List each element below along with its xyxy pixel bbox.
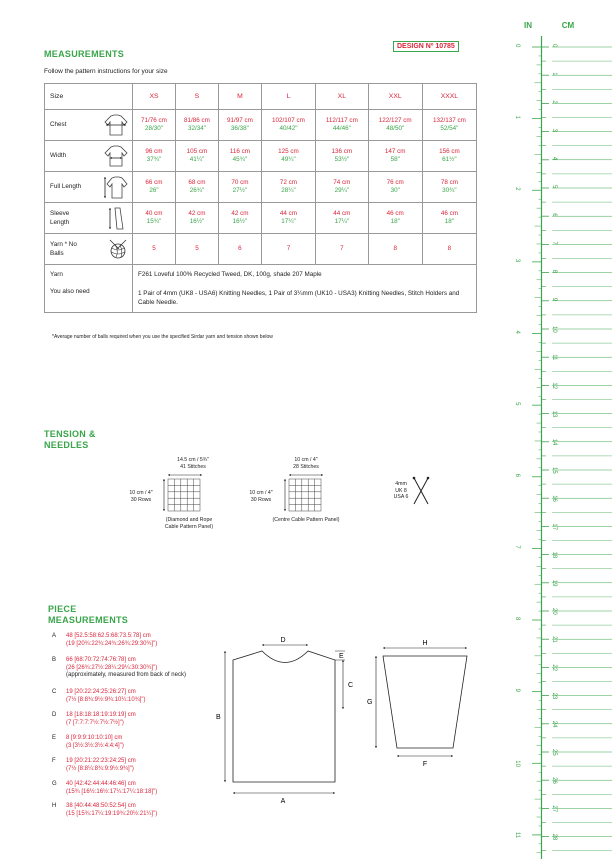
piece-b-note: (approximately, measured from back of neck)	[66, 672, 186, 678]
chest-s-in: 32/34"	[187, 125, 206, 132]
width-xs-in: 37¾"	[146, 156, 162, 163]
cm-number: 6	[551, 213, 557, 217]
tension-title-line1: TENSION &	[44, 429, 96, 439]
footnote: *Average number of balls required when you use the specified Sirdar yarn and tension shown below	[52, 334, 273, 340]
cm-number: 5	[551, 185, 557, 189]
inch-number: 8	[514, 617, 520, 621]
sleeve-xs-in: 15¾"	[146, 218, 162, 225]
cm-number: 4	[551, 156, 557, 161]
full-length-xxl-in: 30"	[390, 187, 400, 194]
swatch-b-side-1: 10 cm / 4"	[249, 490, 273, 496]
cm-number: 26	[551, 777, 557, 784]
swatch-a-grid	[160, 473, 206, 515]
cm-number: 8	[551, 269, 557, 273]
width-label: Width	[50, 152, 67, 159]
cm-number: 18	[551, 551, 557, 559]
piece-letter-h: H	[52, 803, 57, 809]
chest-xxxl-cm: 132/137 cm	[432, 117, 466, 124]
measurements-table	[44, 83, 477, 313]
inch-number: 3	[514, 258, 520, 263]
sleeve-piece	[383, 656, 467, 748]
cm-number: 17	[551, 523, 557, 531]
full-length-garment-icon	[103, 174, 129, 200]
inch-number: 1	[514, 115, 520, 119]
chest-m-cm: 91/97 cm	[226, 117, 253, 124]
chest-xxxl-in: 52/54"	[440, 125, 459, 132]
chest-row	[45, 110, 477, 141]
piece-a-in: (19 [20¾:22¾:24¾:26¾:29:30¾]")	[66, 640, 158, 647]
piece-letter-a: A	[52, 633, 57, 639]
sleeve-xxl-in: 18"	[390, 218, 400, 225]
width-xxxl-cm: 156 cm	[439, 148, 460, 155]
swatch-a-top-1: 14.5 cm / 5¾"	[177, 457, 209, 463]
cm-label: CM	[561, 21, 575, 30]
inch-number: 2	[514, 187, 520, 191]
size-s: S	[175, 84, 218, 110]
cm-number: 24	[551, 720, 557, 728]
inch-number: 10	[514, 760, 520, 767]
width-l-in: 49¼"	[281, 156, 296, 163]
cm-number: 10	[551, 326, 557, 333]
inch-number: 5	[514, 402, 520, 406]
size-l: L	[261, 84, 315, 110]
full-length-m-cm: 70 cm	[231, 179, 249, 186]
width-xxxl-in: 61½"	[442, 156, 457, 163]
width-m-cm: 116 cm	[229, 148, 251, 155]
piece-letter-e: E	[52, 735, 57, 741]
size-xxxl: XXXL	[422, 84, 476, 110]
inch-number: 9	[514, 688, 520, 692]
inch-number: 4	[514, 330, 520, 334]
sleeve-length-row	[45, 203, 477, 234]
swatch-b-top-1: 10 cm / 4"	[294, 457, 318, 463]
piece-letter-g: G	[52, 781, 57, 787]
piece-letter-c: C	[52, 689, 57, 695]
yarn-label: Yarn	[45, 265, 133, 285]
cm-number: 19	[551, 579, 557, 587]
swatch-a-top-2: 41 Stitches	[180, 463, 206, 470]
piece-c-cm: 19 [20:22:24:25:26:27] cm	[66, 689, 136, 695]
piece-d-cm: 18 [18:18:18:19:19:19] cm	[66, 712, 136, 718]
balls-xxl: 8	[368, 234, 422, 265]
yarn-row	[45, 265, 477, 285]
swatch-a-side-1: 10 cm / 4"	[129, 490, 153, 496]
balls-s: 5	[175, 234, 218, 265]
balls-xl: 7	[316, 234, 369, 265]
size-xxl: XXL	[368, 84, 422, 110]
width-m-in: 45¾"	[232, 156, 248, 163]
cm-number: 1	[551, 72, 557, 76]
inch-number: 11	[514, 831, 520, 839]
cm-number: 20	[551, 608, 557, 615]
needles-icon	[410, 476, 432, 506]
label-d: D	[280, 637, 286, 644]
full-length-xxl-cm: 76 cm	[386, 179, 404, 186]
piece-g-cm: 40 [42:42:44:44:46:46] cm	[66, 781, 136, 787]
balls-l: 7	[261, 234, 315, 265]
piece-title-line1: PIECE	[48, 604, 77, 614]
need-row	[45, 285, 477, 313]
piece-schematic	[210, 634, 475, 809]
sleeve-xs-cm: 40 cm	[145, 210, 163, 217]
swatch-a-side-2: 30 Rows	[130, 496, 152, 503]
sleeve-length-label-cell	[45, 203, 133, 234]
cm-number: 25	[551, 749, 557, 756]
piece-b-in: (26 [26¾:27½:28¼:29¼:30:30¾]")	[66, 664, 158, 671]
piece-g-in: (15¾ [16½:16½:17¼:17¼:18:18]")	[66, 788, 158, 795]
cm-number: 16	[551, 495, 557, 502]
piece-f-cm: 19 [20:21:22:23:24:25] cm	[66, 758, 136, 764]
yarn-balls-row	[45, 234, 477, 265]
label-b: B	[216, 714, 221, 721]
sleeve-l-in: 17¼"	[281, 218, 296, 225]
cm-number: 14	[551, 438, 557, 446]
sleeve-xl-in: 17¼"	[334, 218, 350, 225]
inch-label: IN	[524, 21, 532, 30]
piece-h-cm: 38 [40:44:48:50:52:54] cm	[66, 803, 136, 809]
piece-e-cm: 8 [9:9:9:10:10:10] cm	[66, 735, 123, 741]
piece-b-cm: 66 [68:70:72:74:76:78] cm	[66, 657, 136, 663]
sleeve-xxxl-cm: 46 cm	[440, 210, 458, 217]
sleeve-length-label: Sleeve Length	[50, 210, 70, 226]
full-length-label-cell	[45, 172, 133, 203]
sleeve-s-in: 16½"	[189, 218, 205, 225]
sleeve-m-cm: 42 cm	[231, 210, 249, 217]
chest-m-in: 36/38"	[230, 125, 249, 132]
sleeve-m-in: 16½"	[232, 218, 248, 225]
inch-number: 7	[514, 545, 520, 549]
piece-a-cm: 48 [52.5:58:62.5:68:73.5:78] cm	[66, 633, 151, 639]
cm-number: 22	[551, 664, 557, 672]
swatch-a-side	[120, 490, 162, 503]
body-piece	[233, 651, 335, 782]
chest-label-cell	[45, 110, 133, 141]
swatch-b-side-2: 30 Rows	[250, 496, 272, 503]
swatch-b-bottom: (Centre Cable Pattern Panel)	[272, 517, 340, 523]
full-length-xxxl-in: 30¾"	[442, 187, 457, 194]
piece-title-line2: MEASUREMENTS	[48, 615, 129, 625]
width-xxl-in: 58"	[390, 156, 400, 163]
label-e: E	[339, 653, 344, 660]
measurements-title: MEASUREMENTS	[44, 49, 125, 59]
measurements-subtitle: Follow the pattern instructions for your size	[44, 68, 168, 75]
sleeve-xxxl-in: 18"	[444, 218, 455, 225]
chest-xs-cm: 71/76 cm	[141, 117, 167, 124]
sleeve-xl-cm: 44 cm	[333, 210, 351, 217]
sleeve-xxl-cm: 46 cm	[386, 210, 404, 217]
piece-c-in: (7½ [8:8¾:9½:9¾:10¼:10¾]")	[66, 696, 146, 703]
label-g: G	[367, 699, 373, 706]
inch-number: 0	[514, 44, 520, 48]
piece-letter-f: F	[52, 758, 56, 764]
width-xl-cm: 136 cm	[331, 148, 353, 155]
chest-xxl-in: 48/50"	[386, 125, 405, 132]
yarn-balls-label-cell	[45, 234, 133, 265]
need-text: 1 Pair of 4mm (UK8 - USA6) Knitting Needles, 1 Pair of 3¼mm (UK10 - USA3) Knitting Needles, Stitch Holders and Cable Needle.	[133, 285, 477, 313]
cm-number: 7	[551, 241, 557, 245]
sleeve-s-cm: 42 cm	[188, 210, 206, 217]
balls-m: 6	[218, 234, 261, 265]
need-label: You also need	[45, 285, 133, 313]
full-length-xs-in: 26"	[149, 187, 159, 194]
full-length-xs-cm: 66 cm	[145, 179, 163, 186]
size-xs: XS	[133, 84, 176, 110]
balls-xs: 5	[133, 234, 176, 265]
full-length-l-in: 28¼"	[281, 187, 296, 194]
label-c: C	[348, 682, 354, 689]
swatch-a-bottom-2: Cable Pattern Panel)	[164, 523, 214, 530]
chest-xl-cm: 112/117 cm	[325, 117, 358, 124]
measuring-ruler	[504, 0, 612, 859]
needle-mm: 4mm	[395, 481, 407, 487]
piece-letter-d: D	[52, 712, 57, 718]
piece-title	[48, 604, 128, 626]
cm-number: 21	[551, 636, 557, 643]
width-label-cell	[45, 141, 133, 172]
piece-e-in: (3 [3½:3½:3½:4:4:4]")	[66, 742, 124, 749]
width-xs-cm: 96 cm	[145, 148, 163, 155]
piece-f-in: (7½ [8:8¼:8¾:9:9½:9¾]")	[66, 765, 134, 772]
swatch-a-bottom	[146, 517, 232, 530]
cm-number: 12	[551, 382, 557, 390]
yarn-ball-icon	[107, 238, 129, 260]
cm-number: 27	[551, 805, 557, 813]
cm-number: 15	[551, 467, 557, 474]
needle-uk: UK 8	[395, 487, 407, 494]
size-xl: XL	[316, 84, 369, 110]
cm-number: 9	[551, 297, 557, 302]
design-number: DESIGN Nº 10785	[393, 41, 459, 52]
label-h: H	[422, 640, 428, 647]
chest-l-in: 40/42"	[279, 125, 298, 132]
width-s-in: 41¼"	[189, 156, 205, 163]
cm-number: 13	[551, 410, 557, 418]
chest-xl-in: 44/46"	[332, 125, 351, 132]
cm-number: 0	[551, 44, 557, 48]
full-length-l-cm: 72 cm	[279, 179, 298, 186]
size-m: M	[218, 84, 261, 110]
full-length-m-in: 27½"	[232, 187, 248, 194]
yarn-text: F261 Loveful 100% Recycled Tweed, DK, 100g, shade 207 Maple	[133, 265, 477, 285]
width-xxl-cm: 147 cm	[384, 148, 406, 155]
piece-h-in: (15 [15¾:17¼:19:19¾:20½:21¼]")	[66, 810, 158, 817]
full-length-xxxl-cm: 78 cm	[440, 179, 458, 186]
needle-usa: USA 6	[393, 494, 409, 500]
swatch-b-side	[240, 490, 282, 503]
piece-letter-b: B	[52, 657, 57, 663]
cm-number: 3	[551, 128, 557, 132]
label-f: F	[422, 761, 428, 768]
full-length-xl-cm: 74 cm	[333, 179, 351, 186]
full-length-s-in: 26¾"	[189, 187, 205, 194]
chest-label: Chest	[50, 121, 67, 128]
chest-xs-in: 28/30"	[144, 125, 163, 132]
full-length-xl-in: 29¼"	[334, 187, 350, 194]
size-label: Size	[45, 84, 133, 110]
cm-number: 28	[551, 833, 557, 841]
width-l-cm: 125 cm	[278, 148, 299, 155]
ruler-ticks	[514, 44, 612, 853]
tension-title	[44, 429, 96, 451]
size-row	[45, 84, 477, 110]
width-s-cm: 105 cm	[186, 148, 208, 155]
sleeve-length-icon	[103, 205, 129, 231]
cm-number: 11	[551, 354, 557, 361]
swatch-a-bottom-1: (Diamond and Rope	[165, 517, 213, 523]
sleeve-l-cm: 44 cm	[279, 210, 298, 217]
swatch-b-top-2: 28 Stitches	[293, 463, 319, 470]
swatch-b-grid	[281, 473, 327, 515]
chest-s-cm: 81/86 cm	[184, 117, 210, 124]
width-xl-in: 53½"	[334, 156, 350, 163]
full-length-row	[45, 172, 477, 203]
label-a: A	[280, 798, 286, 805]
chest-l-cm: 102/107 cm	[272, 117, 305, 124]
chest-xxl-cm: 122/127 cm	[378, 117, 412, 124]
cm-number: 2	[551, 100, 557, 104]
width-row	[45, 141, 477, 172]
chest-garment-icon	[103, 113, 129, 137]
swatch-b-top	[276, 457, 336, 470]
piece-d-in: (7 [7:7:7:7½:7½:7½]")	[66, 719, 124, 726]
tension-title-line2: NEEDLES	[44, 440, 89, 450]
balls-xxxl: 8	[422, 234, 476, 265]
full-length-label: Full Length	[50, 183, 82, 190]
yarn-balls-label: Yarn * No Balls	[50, 241, 77, 257]
width-garment-icon	[103, 144, 129, 168]
swatch-a-top	[156, 457, 230, 470]
cm-number: 23	[551, 692, 557, 700]
full-length-s-cm: 68 cm	[188, 179, 206, 186]
inch-number: 6	[514, 473, 520, 478]
